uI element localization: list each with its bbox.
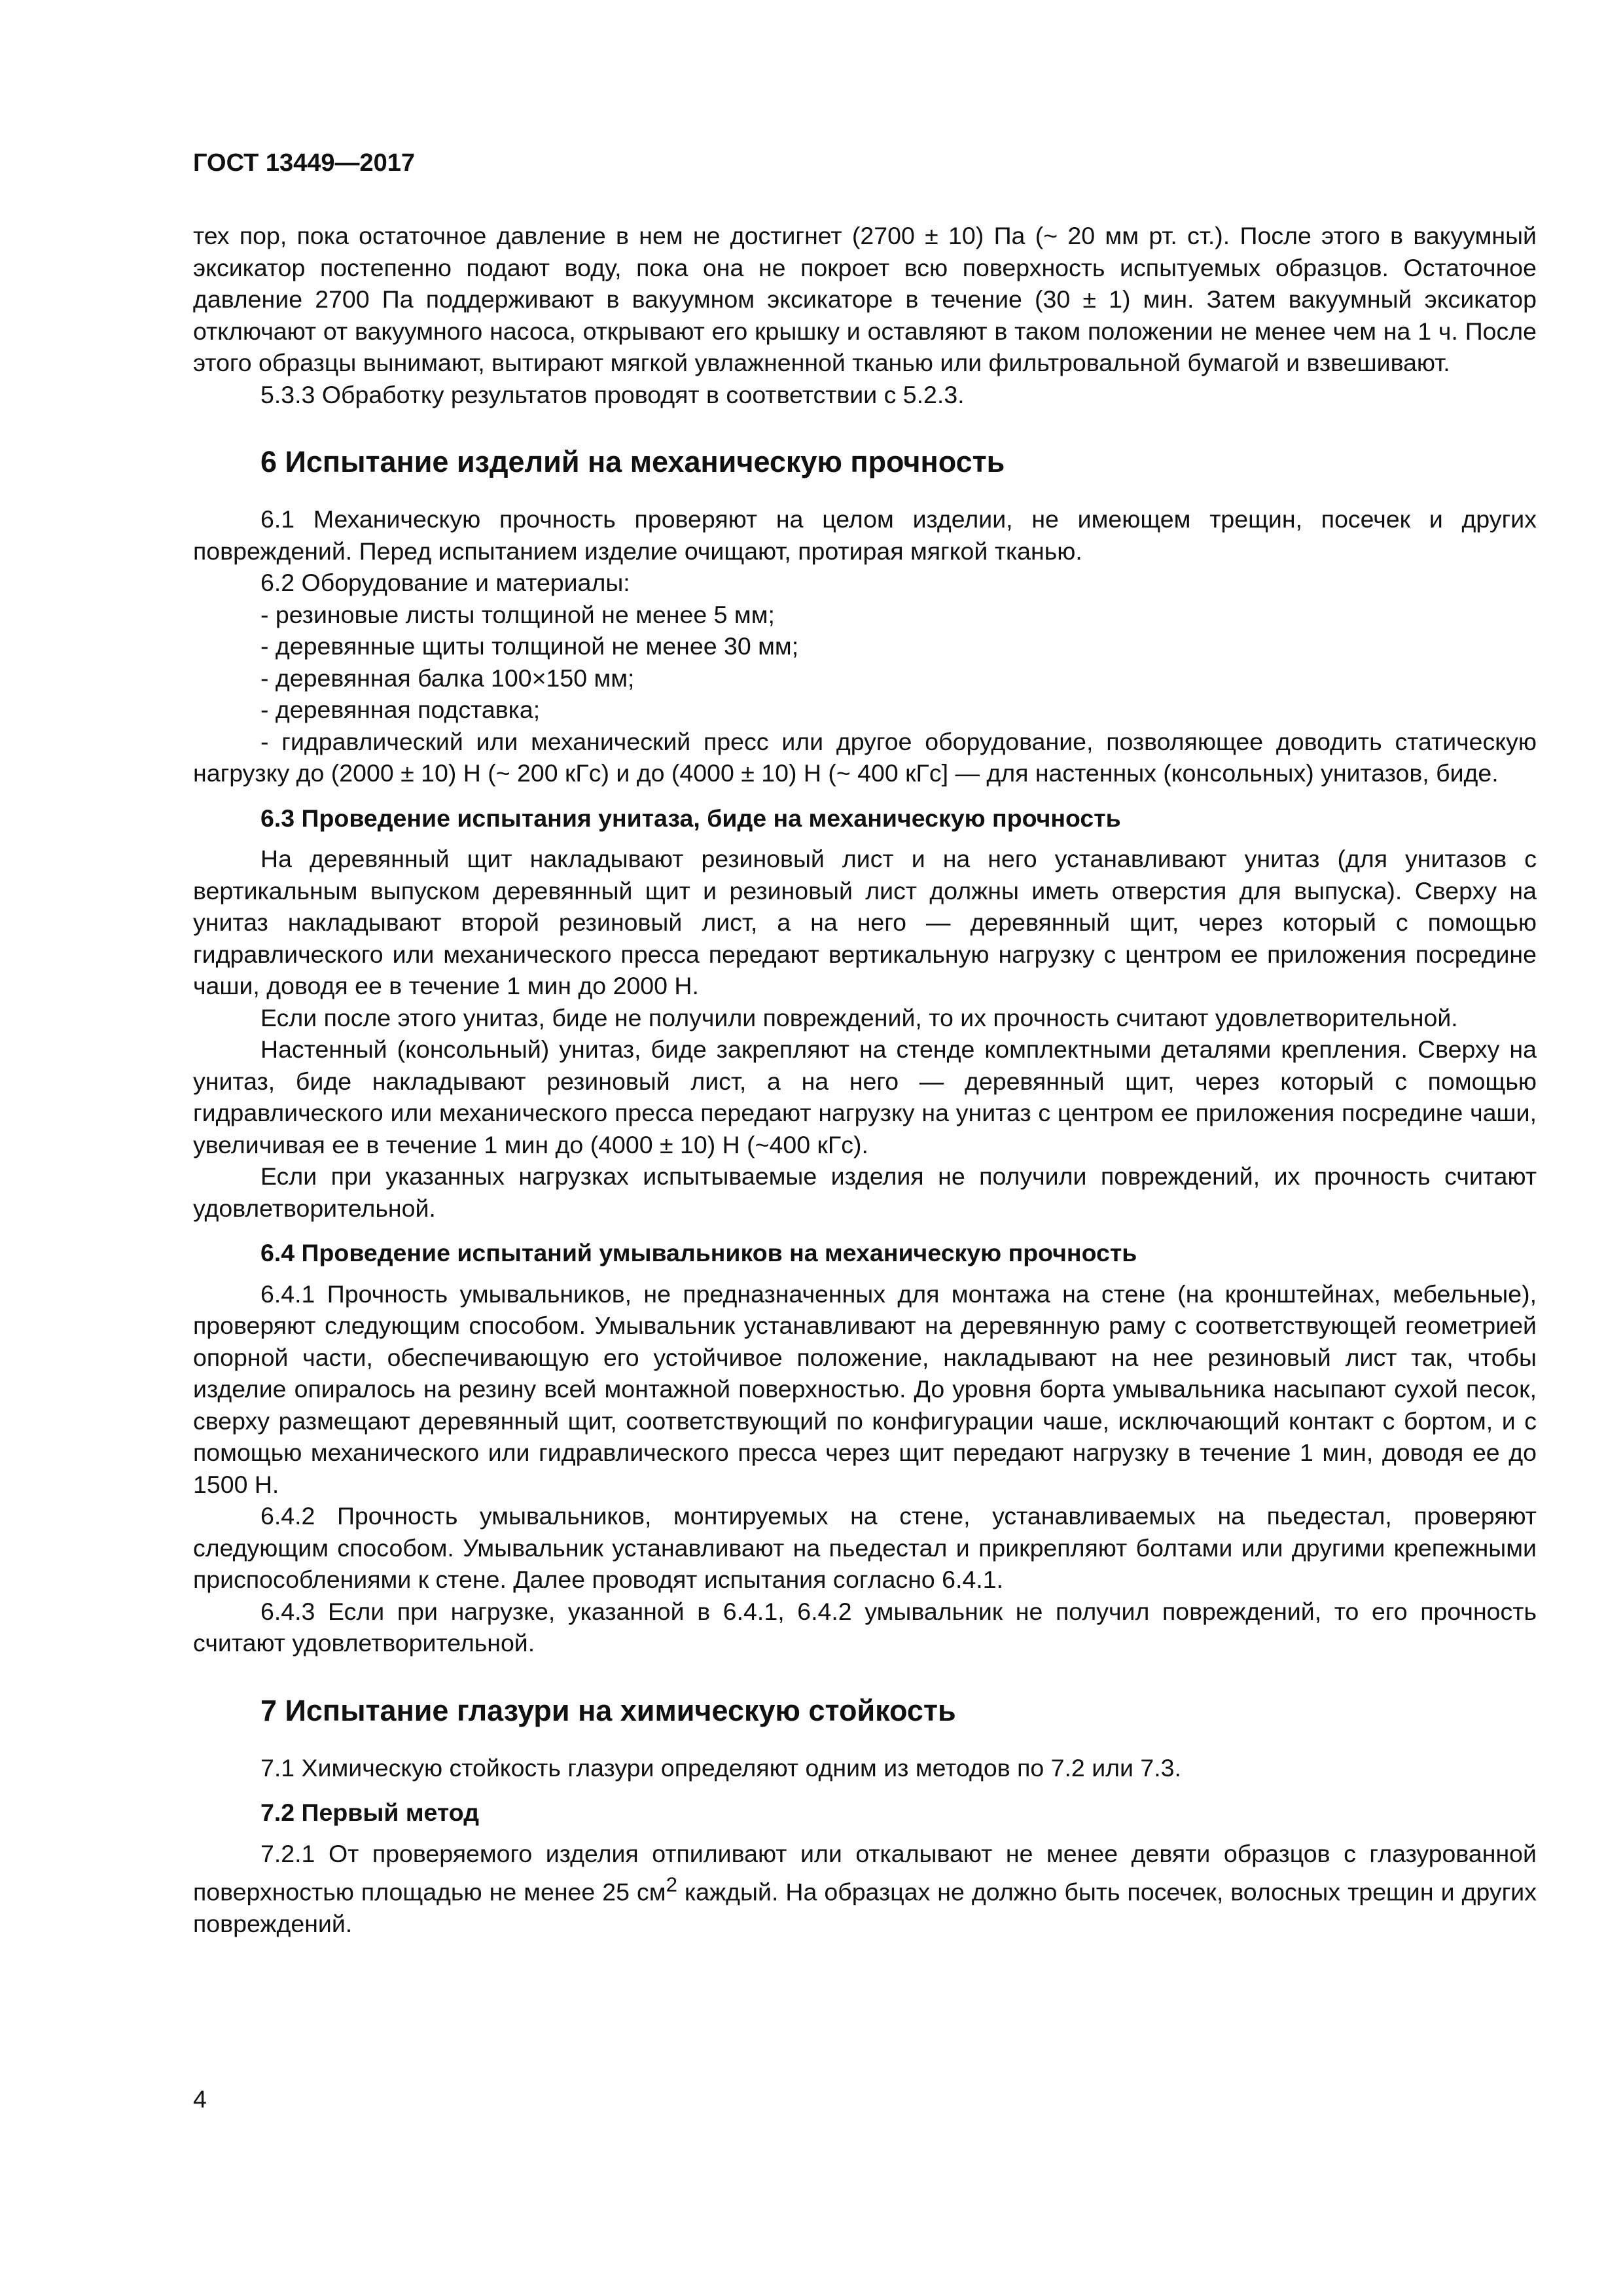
paragraph-6-3-b: Если после этого унитаз, биде не получили повреждений, то их прочность считают удовлетворительной.: [260, 1003, 1458, 1031]
list-item: - деревянная подставка;: [260, 696, 541, 723]
paragraph-6-3-a: На деревянный щит накладывают резиновый лист и на него устанавливают унитаз (для унитазов с вертикальным выпуском деревянный щит и резиновый лист должны иметь отверстия для выпуска). Сверху на унитаз накладывают второй резиновый лист, а на него — деревянный щит, через который с помощью гидравлического или механического пресса передают вертикальную нагрузку с центром ее приложения посредине чаши, доводя ее в течение 1 мин до 2000 Н.: [193, 845, 1537, 999]
section-6-title: 6 Испытание изделий на механическую прочность: [260, 445, 1005, 478]
list-item: - резиновые листы толщиной не менее 5 мм;: [260, 600, 775, 628]
paragraph-intro: тех пор, пока остаточное давление в нем не достигнет (2700 ± 10) Па (~ 20 мм рт. ст.). После этого в вакуумный эксикатор постепенно подают воду, пока она не покроет всю поверхность испытуемых образцов. Остаточное давление 2700 Па поддерживают в вакуумном эксикаторе в течение (30 ± 1) мин. Затем вакуумный эксикатор отключают от вакуумного насоса, открывают его крышку и оставляют в таком положении не менее чем на 1 ч. После этого образцы вынимают, вытирают мягкой увлажненной тканью или фильтровальной бумагой и взвешивают.: [193, 222, 1537, 376]
paragraph-6-2: 6.2 Оборудование и материалы:: [260, 569, 630, 596]
list-item: - деревянные щиты толщиной не менее 30 мм;: [260, 632, 799, 660]
paragraph-7-1: 7.1 Химическую стойкость глазури определяют одним из методов по 7.2 или 7.3.: [260, 1753, 1181, 1782]
page-number: 4: [193, 2085, 207, 2113]
subsection-6-3-title: 6.3 Проведение испытания унитаза, биде на механическую прочность: [260, 804, 1121, 832]
paragraph-6-4-2: 6.4.2 Прочность умывальников, монтируемых на стене, устанавливаемых на пьедестал, проверяют следующим способом. Умывальник устанавливают на пьедестал и прикрепляют болтами или другими крепежными приспособлениями к стене. Далее проводят испытания согласно 6.4.1.: [193, 1502, 1537, 1593]
paragraph-6-3-c: Настенный (консольный) унитаз, биде закрепляют на стенде комплектными деталями крепления. Сверху на унитаз, биде накладывают резиновый лист, а на него — деревянный щит, через который с помощью гидравлического или механического пресса передают нагрузку на унитаз с центром ее приложения посредине чаши, увеличивая ее в течение 1 мин до (4000 ± 10) Н (~400 кГс).: [193, 1035, 1537, 1158]
document-body: [193, 220, 1537, 1940]
list-item: - гидравлический или механический пресс или другое оборудование, позволяющее доводить статическую нагрузку до (2000 ± 10) Н (~ 200 кГс) и до (4000 ± 10) Н (~ 400 кГс] — для настенных (консольных) унитазов, биде.: [193, 727, 1537, 787]
superscript-2: 2: [666, 1873, 677, 1896]
section-7-title: 7 Испытание глазури на химическую стойкость: [260, 1693, 956, 1727]
document-header: ГОСТ 13449—2017: [193, 149, 416, 177]
list-item: - деревянная балка 100×150 мм;: [260, 664, 635, 692]
subsection-7-2-title: 7.2 Первый метод: [260, 1799, 480, 1826]
paragraph-5-3-3: 5.3.3 Обработку результатов проводят в соответствии с 5.2.3.: [260, 380, 965, 408]
paragraph-6-4-3: 6.4.3 Если при нагрузке, указанной в 6.4.1, 6.4.2 умывальник не получил повреждений, то его прочность считают удовлетворительной.: [193, 1597, 1537, 1657]
paragraph-7-2-1: [193, 1838, 1537, 1940]
paragraph-7-2-1-text: 7.2.1 От проверяемого изделия отпиливают или откалывают не менее девяти образцов с глазурованной поверхностью площадью не менее 25 см: [193, 1839, 1537, 1906]
paragraph-6-1: 6.1 Механическую прочность проверяют на целом изделии, не имеющем трещин, посечек и других повреждений. Перед испытанием изделие очищают, протирая мягкой тканью.: [193, 505, 1537, 565]
paragraph-6-3-d: Если при указанных нагрузках испытываемые изделия не получили повреждений, их прочность считают удовлетворительной.: [193, 1162, 1537, 1222]
subsection-6-4-title: 6.4 Проведение испытаний умывальников на механическую прочность: [260, 1239, 1137, 1266]
paragraph-7-2-1-text-end: каждый. На образцах не должно быть посечек, волосных трещин и других повреждений.: [193, 1878, 1537, 1937]
paragraph-6-4-1: 6.4.1 Прочность умывальников, не предназначенных для монтажа на стене (на кронштейнах, мебельные), проверяют следующим способом. Умывальник устанавливают на деревянную раму с соответствующей геометрией опорной части, обеспечивающую его устойчивое положение, накладывают на нее резиновый лист так, чтобы изделие опиралось на резину всей монтажной поверхностью. До уровня борта умывальника насыпают сухой песок, сверху размещают деревянный щит, соответствующий по конфигурации чаше, исключающий контакт с бортом, и с помощью механического или гидравлического пресса через щит передают нагрузку в течение 1 мин, доводя ее до 1500 Н.: [193, 1280, 1537, 1498]
